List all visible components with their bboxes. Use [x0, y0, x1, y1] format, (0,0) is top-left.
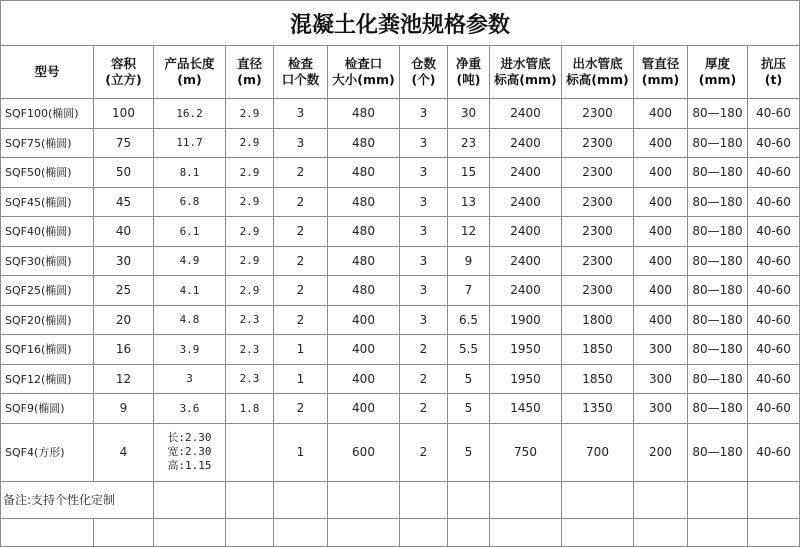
model-cell: SQF40(椭圆): [1, 217, 94, 247]
table-row: [1, 217, 800, 247]
column-header: 厚度 (mm): [688, 46, 748, 99]
table-cell: 3.9: [154, 335, 226, 365]
table-cell: 40-60: [748, 128, 800, 158]
table-cell: 40-60: [748, 394, 800, 424]
table-cell: 30: [448, 99, 490, 129]
table-cell: 80—180: [688, 246, 748, 276]
table-cell: 23: [448, 128, 490, 158]
empty-row: [1, 518, 800, 546]
table-cell: 4.8: [154, 305, 226, 335]
empty-cell: [274, 481, 328, 518]
table-cell: 400: [634, 99, 688, 129]
table-cell: 2300: [562, 128, 634, 158]
table-cell: 300: [634, 335, 688, 365]
table-cell: 3: [274, 99, 328, 129]
table-cell: 2.3: [226, 364, 274, 394]
table-cell: 3: [154, 364, 226, 394]
table-cell: 750: [490, 423, 562, 481]
dimension-line: 长:2.30: [167, 430, 212, 444]
table-cell: 80—180: [688, 99, 748, 129]
table-cell: 2.3: [226, 305, 274, 335]
table-cell: 2: [274, 217, 328, 247]
table-cell: 1: [274, 423, 328, 481]
table-cell: 5: [448, 364, 490, 394]
table-cell: 2300: [562, 187, 634, 217]
table-cell: 1950: [490, 364, 562, 394]
table-cell: 80—180: [688, 217, 748, 247]
table-cell: 40-60: [748, 335, 800, 365]
table-cell: 30: [94, 246, 154, 276]
table-cell: 40-60: [748, 305, 800, 335]
empty-cell: [562, 481, 634, 518]
table-cell: 12: [94, 364, 154, 394]
empty-cell: [154, 481, 226, 518]
empty-cell: [748, 481, 800, 518]
table-cell: 480: [328, 158, 400, 188]
table-row: [1, 158, 800, 188]
table-cell: 2300: [562, 99, 634, 129]
table-cell: 480: [328, 276, 400, 306]
empty-cell: [154, 518, 226, 546]
column-header: 进水管底 标高(mm): [490, 46, 562, 99]
table-cell: 2300: [562, 276, 634, 306]
header-row: [1, 46, 800, 99]
table-cell: 2300: [562, 246, 634, 276]
table-cell: 2: [274, 158, 328, 188]
table-cell: 3: [400, 217, 448, 247]
empty-cell: [226, 423, 274, 481]
empty-cell: [688, 481, 748, 518]
table-cell: 2.9: [226, 276, 274, 306]
table-cell: 2.9: [226, 187, 274, 217]
model-cell: SQF20(椭圆): [1, 305, 94, 335]
table-cell: 700: [562, 423, 634, 481]
table-cell: 80—180: [688, 128, 748, 158]
table-cell: 3: [400, 128, 448, 158]
table-row: [1, 187, 800, 217]
column-header: 抗压 (t): [748, 46, 800, 99]
table-cell: 1.8: [226, 394, 274, 424]
table-cell: 7: [448, 276, 490, 306]
table-cell: 2400: [490, 158, 562, 188]
table-cell: 3.6: [154, 394, 226, 424]
table-row: [1, 276, 800, 306]
table-cell: 2.9: [226, 246, 274, 276]
table-cell: 4: [94, 423, 154, 481]
table-cell: 40-60: [748, 99, 800, 129]
dimension-line: 高:1.15: [167, 459, 212, 473]
table-cell: 4.9: [154, 246, 226, 276]
dimension-line: 宽:2.30: [167, 444, 212, 458]
empty-cell: [448, 518, 490, 546]
table-cell: 1450: [490, 394, 562, 424]
empty-cell: [226, 518, 274, 546]
column-header: 型号: [1, 46, 94, 99]
model-cell: SQF45(椭圆): [1, 187, 94, 217]
model-cell: SQF25(椭圆): [1, 276, 94, 306]
table-row: [1, 246, 800, 276]
column-header: 管直径 (mm): [634, 46, 688, 99]
table-cell: 2: [274, 305, 328, 335]
table-cell: 2400: [490, 187, 562, 217]
empty-cell: [328, 481, 400, 518]
table-row: [1, 128, 800, 158]
table-cell: 2: [400, 364, 448, 394]
table-cell: 3: [400, 99, 448, 129]
table-cell: 2.9: [226, 217, 274, 247]
table-cell: 16.2: [154, 99, 226, 129]
model-cell: SQF50(椭圆): [1, 158, 94, 188]
table-cell: 300: [634, 364, 688, 394]
table-cell: 13: [448, 187, 490, 217]
table-cell: 80—180: [688, 423, 748, 481]
model-cell: SQF9(椭圆): [1, 394, 94, 424]
table-cell: 5: [448, 394, 490, 424]
table-cell: 400: [634, 187, 688, 217]
table-cell: 1800: [562, 305, 634, 335]
table-cell: 4.1: [154, 276, 226, 306]
table-cell: 1850: [562, 335, 634, 365]
note-row: [1, 481, 800, 518]
table-cell: 80—180: [688, 187, 748, 217]
table-cell: 5.5: [448, 335, 490, 365]
table-cell: 40-60: [748, 364, 800, 394]
table-cell: 480: [328, 187, 400, 217]
table-cell: 480: [328, 99, 400, 129]
table-cell: 45: [94, 187, 154, 217]
empty-cell: [748, 518, 800, 546]
table-cell: 75: [94, 128, 154, 158]
table-cell: 2.3: [226, 335, 274, 365]
column-header: 直径 (m): [226, 46, 274, 99]
table-cell: 80—180: [688, 276, 748, 306]
empty-cell: [1, 518, 94, 546]
column-header: 检查口 大小(mm): [328, 46, 400, 99]
table-cell: 2400: [490, 128, 562, 158]
table-cell: 1950: [490, 335, 562, 365]
table-cell: 300: [634, 394, 688, 424]
model-cell: SQF75(椭圆): [1, 128, 94, 158]
table-cell: 40-60: [748, 158, 800, 188]
table-row: [1, 305, 800, 335]
table-cell: 400: [634, 305, 688, 335]
column-header: 容积 (立方): [94, 46, 154, 99]
table-cell: 400: [634, 217, 688, 247]
table-cell: 40-60: [748, 276, 800, 306]
table-cell: 2.9: [226, 99, 274, 129]
table-cell: 480: [328, 246, 400, 276]
table-cell: 6.8: [154, 187, 226, 217]
table-cell: 400: [328, 305, 400, 335]
table-cell: 16: [94, 335, 154, 365]
table-row: [1, 99, 800, 129]
table-cell: 400: [634, 276, 688, 306]
table-cell: 3: [274, 128, 328, 158]
table-cell: 3: [400, 305, 448, 335]
table-cell: 40-60: [748, 423, 800, 481]
table-cell: 6.5: [448, 305, 490, 335]
table-cell: 100: [94, 99, 154, 129]
dimensions-cell: [154, 423, 226, 481]
table-cell: 2400: [490, 276, 562, 306]
empty-cell: [490, 481, 562, 518]
table-cell: 400: [328, 364, 400, 394]
page-title: 混凝土化粪池规格参数: [1, 1, 800, 46]
table-cell: 40-60: [748, 187, 800, 217]
table-cell: 2: [274, 394, 328, 424]
note-text: 备注:支持个性化定制: [1, 481, 154, 518]
table-cell: 200: [634, 423, 688, 481]
table-row: [1, 335, 800, 365]
empty-cell: [490, 518, 562, 546]
column-header: 产品长度 (m): [154, 46, 226, 99]
table-cell: 40-60: [748, 246, 800, 276]
model-cell: SQF16(椭圆): [1, 335, 94, 365]
table-cell: 80—180: [688, 158, 748, 188]
table-cell: 9: [94, 394, 154, 424]
table-cell: 80—180: [688, 394, 748, 424]
table-cell: 3: [400, 158, 448, 188]
column-header: 出水管底 标高(mm): [562, 46, 634, 99]
table-cell: 400: [634, 128, 688, 158]
table-cell: 2300: [562, 217, 634, 247]
table-cell: 80—180: [688, 364, 748, 394]
table-cell: 400: [328, 394, 400, 424]
table-cell: 2400: [490, 217, 562, 247]
empty-cell: [226, 481, 274, 518]
empty-cell: [562, 518, 634, 546]
table-cell: 1: [274, 335, 328, 365]
table-cell: 400: [634, 246, 688, 276]
table-cell: 2400: [490, 99, 562, 129]
table-cell: 50: [94, 158, 154, 188]
table-cell: 40-60: [748, 217, 800, 247]
table-cell: 2.9: [226, 128, 274, 158]
column-header: 检查 口个数: [274, 46, 328, 99]
table-cell: 8.1: [154, 158, 226, 188]
table-cell: 480: [328, 217, 400, 247]
table-cell: 2: [274, 187, 328, 217]
table-cell: 15: [448, 158, 490, 188]
empty-cell: [448, 481, 490, 518]
table-cell: 80—180: [688, 305, 748, 335]
table-cell: 400: [634, 158, 688, 188]
model-cell: SQF4(方形): [1, 423, 94, 481]
column-header: 仓数 (个): [400, 46, 448, 99]
model-cell: SQF12(椭圆): [1, 364, 94, 394]
table-cell: 11.7: [154, 128, 226, 158]
table-cell: 1: [274, 364, 328, 394]
table-cell: 80—180: [688, 335, 748, 365]
table-cell: 2300: [562, 158, 634, 188]
table-cell: 3: [400, 187, 448, 217]
column-header: 净重 (吨): [448, 46, 490, 99]
table-cell: 3: [400, 276, 448, 306]
empty-cell: [94, 518, 154, 546]
table-cell: 25: [94, 276, 154, 306]
empty-cell: [328, 518, 400, 546]
table-row: [1, 364, 800, 394]
table-cell: 9: [448, 246, 490, 276]
empty-cell: [400, 518, 448, 546]
empty-cell: [634, 518, 688, 546]
table-cell: 40: [94, 217, 154, 247]
table-cell: 1350: [562, 394, 634, 424]
model-cell: SQF30(椭圆): [1, 246, 94, 276]
table-cell: 2: [400, 423, 448, 481]
model-cell: SQF100(椭圆): [1, 99, 94, 129]
table-cell: 20: [94, 305, 154, 335]
table-cell: 2: [400, 394, 448, 424]
empty-cell: [400, 481, 448, 518]
empty-cell: [688, 518, 748, 546]
table-cell: 2400: [490, 246, 562, 276]
table-row: [1, 394, 800, 424]
table-cell: 600: [328, 423, 400, 481]
table-cell: 2.9: [226, 158, 274, 188]
table-cell: 6.1: [154, 217, 226, 247]
table-row: [1, 423, 800, 481]
table-cell: 12: [448, 217, 490, 247]
table-cell: 3: [400, 246, 448, 276]
table-cell: 2: [400, 335, 448, 365]
table-cell: 2: [274, 276, 328, 306]
table-cell: 480: [328, 128, 400, 158]
table-cell: 400: [328, 335, 400, 365]
table-cell: 5: [448, 423, 490, 481]
empty-cell: [274, 518, 328, 546]
table-cell: 1900: [490, 305, 562, 335]
table-cell: 1850: [562, 364, 634, 394]
table-cell: 2: [274, 246, 328, 276]
empty-cell: [634, 481, 688, 518]
